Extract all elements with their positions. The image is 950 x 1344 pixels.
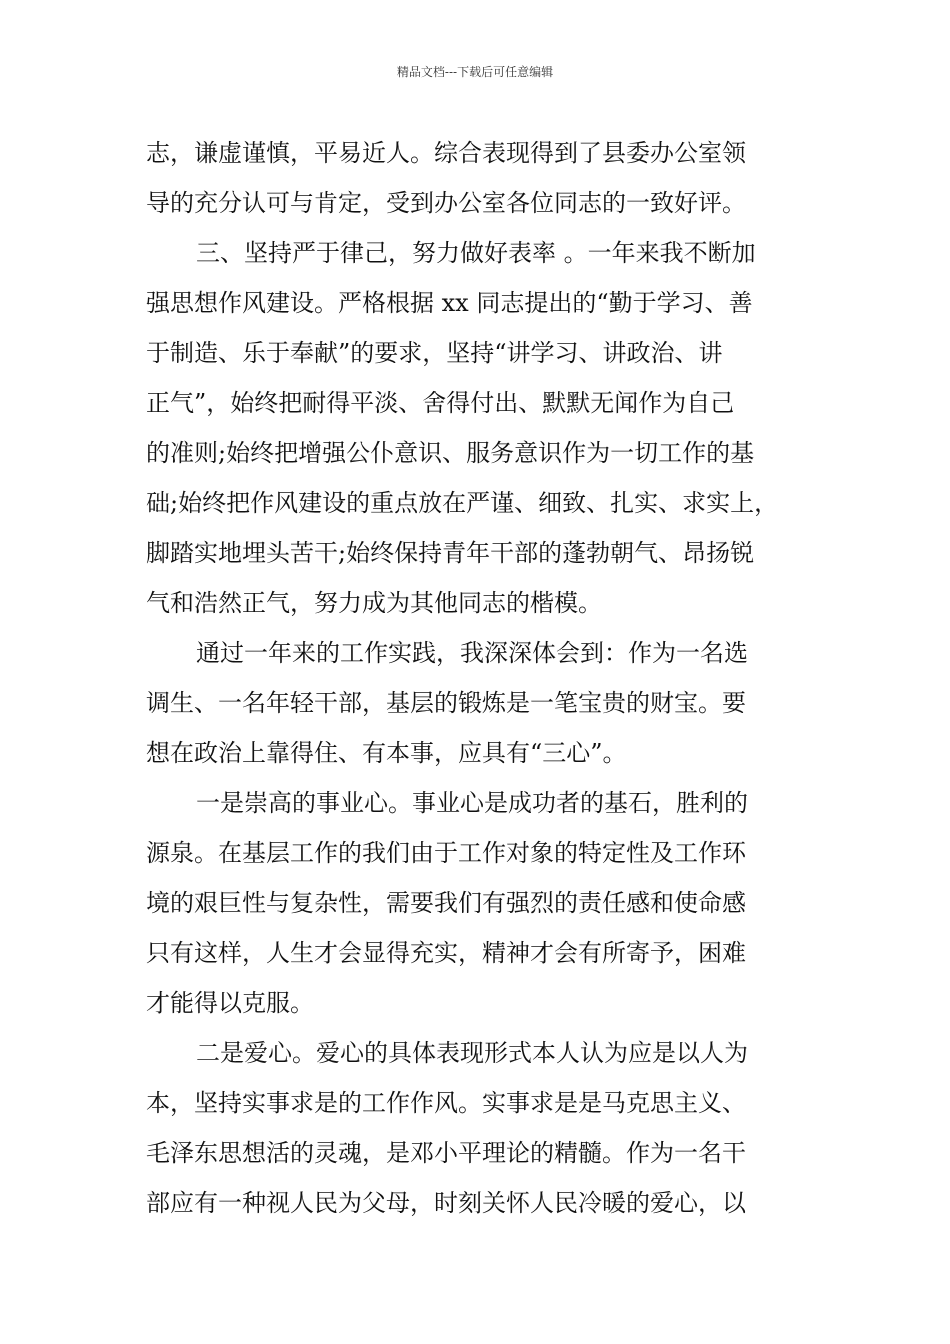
text-line: 一是崇高的事业心。事业心是成功者的基石，胜利的 [196, 789, 748, 817]
text-line: 想在政治上靠得住、有本事，应具有“三心”。 [146, 739, 627, 767]
text-line: 气和浩然正气，努力成为其他同志的楷模。 [146, 589, 602, 617]
text-line: 志，谦虚谨慎，平易近人。综合表现得到了县委办公室领 [146, 139, 746, 167]
text-line: 调生、一名年轻干部，基层的锻炼是一笔宝贵的财宝。要 [146, 689, 746, 717]
text-line: 三、坚持严于律己，努力做好表率 。一年来我不断加 [196, 239, 756, 267]
text-line: 正气”，始终把耐得平淡、舍得付出、默默无闻作为自己 [146, 389, 735, 417]
text-line: 脚踏实地埋头苦干;始终保持青年干部的蓬勃朝气、昂扬锐 [146, 539, 755, 567]
page-header: 精品文档---下载后可任意编辑 [396, 65, 554, 79]
document-body [146, 128, 811, 1228]
text-line: 导的充分认可与肯定，受到办公室各位同志的一致好评。 [146, 189, 746, 217]
text-line: 本，坚持实事求是的工作作风。实事求是是马克思主义、 [146, 1089, 746, 1117]
text-line: 二是爱心。爱心的具体表现形式本人认为应是以人为 [196, 1039, 748, 1067]
text-line: 强思想作风建设。严格根据 xx 同志提出的“勤于学习、善 [146, 289, 753, 317]
text-line: 毛泽东思想活的灵魂，是邓小平理论的精髓。作为一名干 [146, 1139, 746, 1167]
text-line: 的准则;始终把增强公仆意识、服务意识作为一切工作的基 [146, 439, 755, 467]
text-line: 境的艰巨性与复杂性，需要我们有强烈的责任感和使命感 [146, 889, 746, 917]
text-line: 源泉。在基层工作的我们由于工作对象的特定性及工作环 [146, 839, 746, 867]
text-line: 础;始终把作风建设的重点放在严谨、细致、扎实、求实上， [146, 489, 779, 517]
text-line: 才能得以克服。 [146, 989, 314, 1017]
text-line: 部应有一种视人民为父母，时刻关怀人民冷暖的爱心，以 [146, 1189, 746, 1217]
text-line: 通过一年来的工作实践，我深深体会到：作为一名选 [196, 639, 748, 667]
text-line: 只有这样，人生才会显得充实，精神才会有所寄予，困难 [146, 939, 746, 967]
text-line: 于制造、乐于奉献”的要求，坚持“讲学习、讲政治、讲 [146, 339, 723, 367]
